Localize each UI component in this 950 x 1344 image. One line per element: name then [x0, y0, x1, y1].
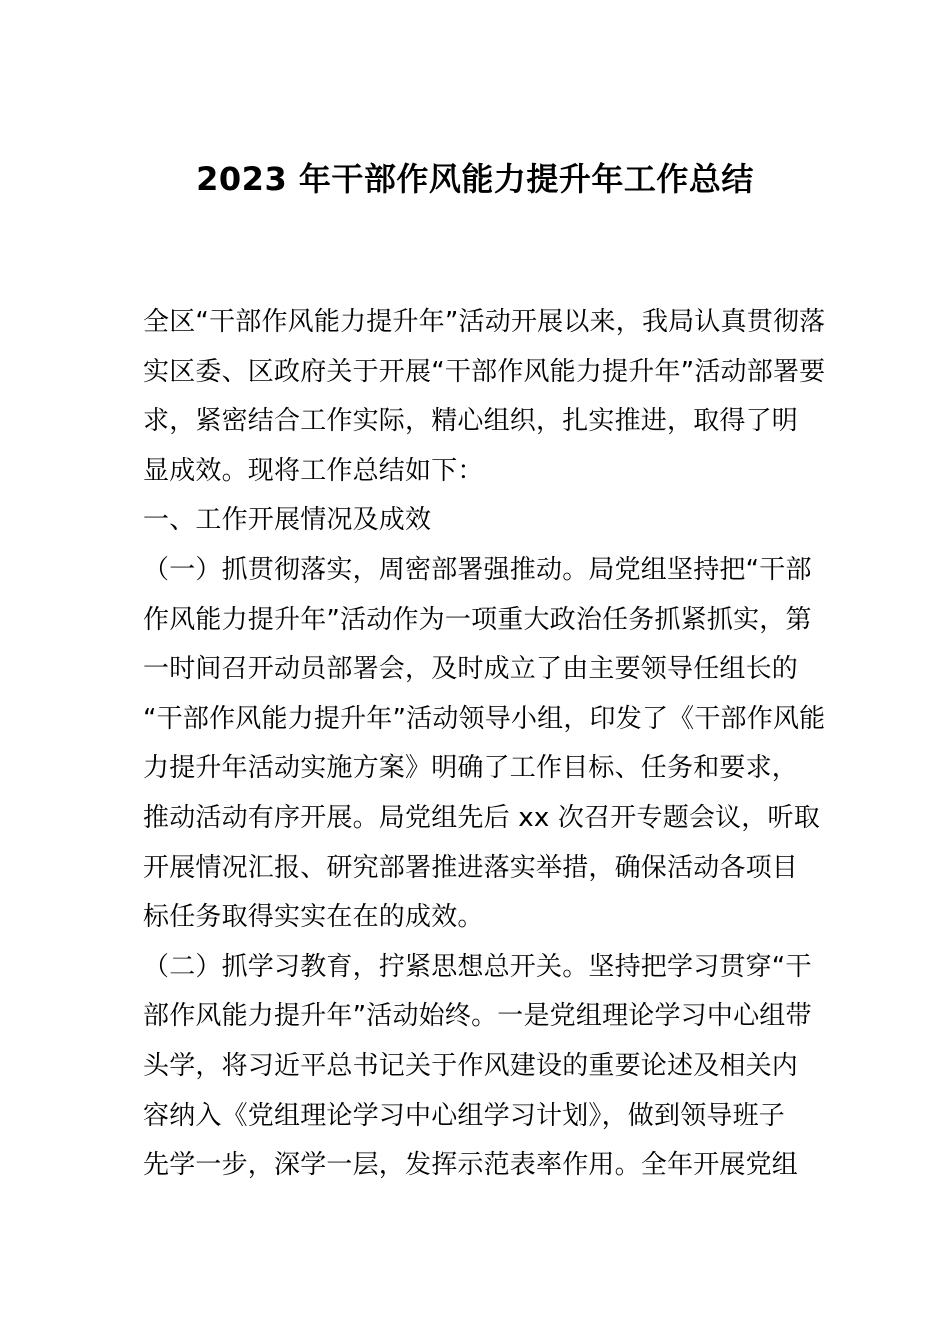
body-line: 作风能力提升年”活动作为一项重大政治任务抓紧抓实，第	[143, 604, 812, 635]
body-line: 头学，将习近平总书记关于作风建设的重要论述及相关内	[143, 1050, 799, 1081]
body-line: 开展情况汇报、研究部署推进落实举措，确保活动各项目	[143, 852, 799, 883]
document-title: 2023 年干部作风能力提升年工作总结	[196, 160, 754, 198]
body-line: 求，紧密结合工作实际，精心组织，扎实推进，取得了明	[143, 406, 799, 437]
body-line: 力提升年活动实施方案》明确了工作目标、任务和要求，	[143, 753, 799, 784]
body-line: 全区“干部作风能力提升年”活动开展以来，我局认真贯彻落	[143, 307, 826, 337]
body-line: 推动活动有序开展。局党组先后 xx 次召开专题会议，听取	[143, 802, 820, 833]
body-line: （一）抓贯彻落实，周密部署强推动。局党组坚持把“干部	[143, 554, 812, 585]
body-line: “干部作风能力提升年”活动领导小组，印发了《干部作风能	[143, 703, 826, 734]
body-line: 先学一步，深学一层，发挥示范表率作用。全年开展党组	[143, 1150, 799, 1181]
body-line: 一时间召开动员部署会，及时成立了由主要领导任组长的	[143, 654, 799, 685]
section-heading: 一、工作开展情况及成效	[143, 505, 432, 536]
body-line: 实区委、区政府关于开展“干部作风能力提升年”活动部署要	[143, 356, 826, 387]
body-line: 标任务取得实实在在的成效。	[143, 902, 484, 933]
body-line: 显成效。现将工作总结如下：	[143, 455, 484, 486]
body-line: 部作风能力提升年”活动始终。一是党组理论学习中心组带	[143, 1001, 812, 1032]
document-body	[143, 298, 826, 1191]
body-line: 容纳入《党组理论学习中心组学习计划》，做到领导班子	[143, 1100, 786, 1131]
body-line: （二）抓学习教育，拧紧思想总开关。坚持把学习贯穿“干	[143, 951, 812, 982]
